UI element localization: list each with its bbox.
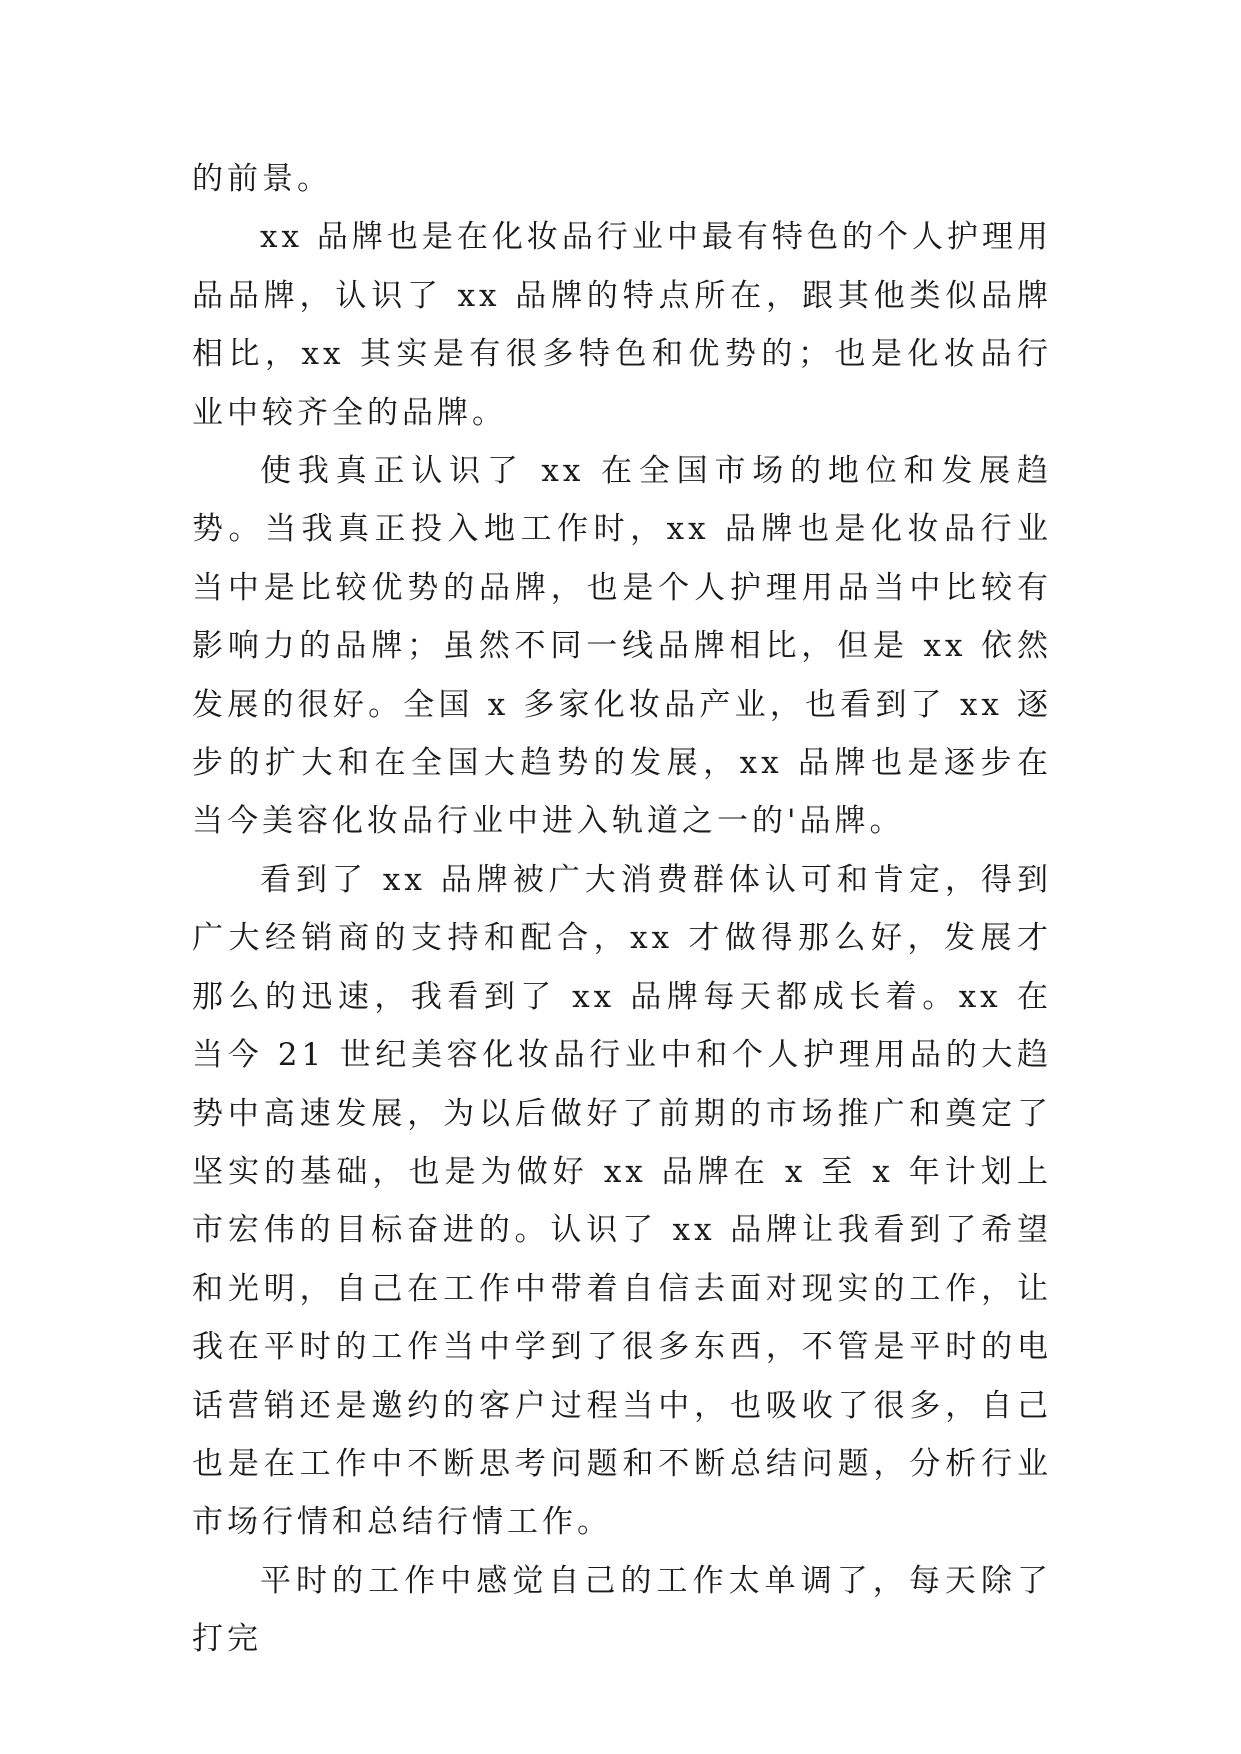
paragraph-2: xx 品牌也是在化妆品行业中最有特色的个人护理用品品牌，认识了 xx 品牌的特点所在，跟其他类似品牌相比，xx 其实是有很多特色和优势的；也是化妆品行业中较齐全的品牌。 (192, 219, 1052, 431)
paragraph-3: 使我真正认识了 xx 在全国市场的地位和发展趋势。当我真正投入地工作时，xx 品牌也是化妆品行业当中是比较优势的品牌，也是个人护理用品当中比较有影响力的品牌；虽然不同一线品牌相比，但是 xx 依然发展的很好。全国 x 多家化妆品产业，也看到了 xx 逐步的扩大和在全国大趋势的发展，xx 品牌也是逐步在当今美容化妆品行业中进入轨道之一的'品牌。 (192, 453, 1052, 840)
paragraph-4: 看到了 xx 品牌被广大消费群体认可和肯定，得到广大经销商的支持和配合，xx 才做得那么好，发展才那么的迅速，我看到了 xx 品牌每天都成长着。xx 在当今 21 世纪美容化妆品行业中和个人护理用品的大趋势中高速发展，为以后做好了前期的市场推广和奠定了坚实的基础，也是为做好 xx 品牌在 x 至 x 年计划上市宏伟的目标奋进的。认识了 xx 品牌让我看到了希望和光明，自己在工作中带着自信去面对现实的工作，让我在平时的工作当中学到了很多东西，不管是平时的电话营销还是邀约的客户过程当中，也吸收了很多，自己也是在工作中不断思考问题和不断总结问题，分析行业市场行情和总结行情工作。 (192, 861, 1052, 1541)
document-body (192, 150, 1052, 1669)
paragraph-5: 平时的工作中感觉自己的工作太单调了，每天除了打完 (192, 1562, 1052, 1658)
paragraph-1: 的前景。 (192, 161, 332, 197)
